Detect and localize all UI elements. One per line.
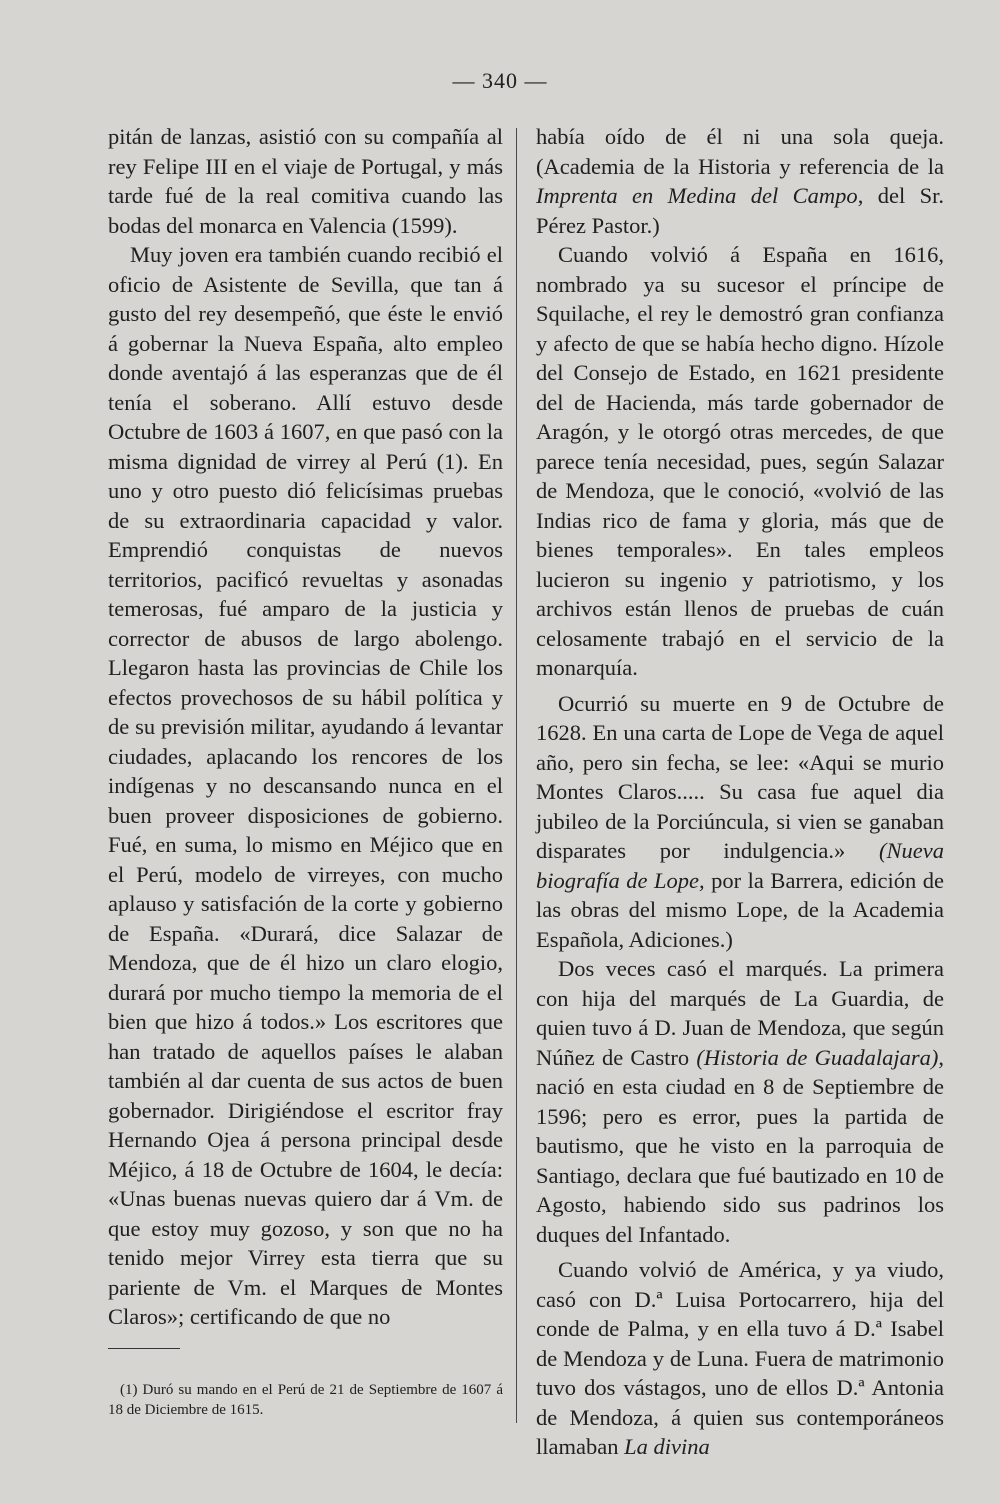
text-run: , del Sr. Pérez Pastor.): [536, 183, 944, 238]
footnote: (1) Duró su mando en el Perú de 21 de Septiembre de 1607 á 18 de Diciembre de 1615.: [108, 1382, 503, 1418]
text-run: Cuando volvió de América, y ya viudo, casó con D.ª Luisa Portocarrero, hija del conde de Palma, y en ella tuvo á D.ª Isabel de Mendoza y de Luna. Fuera de matrimonio tuvo dos vástagos, uno de ellos D.ª Antonia de Mendoza, á quien sus contemporáneos llamaban: [536, 1257, 944, 1459]
right-column: [536, 122, 944, 1462]
text-run: Dos veces casó el marqués. La primera con hija del marqués de La Guardia, de quien tuvo á D. Juan de Mendoza, que según Núñez de Castro: [536, 956, 944, 1070]
paragraph: [536, 122, 944, 240]
italic-title: (Historia de Guadalajara): [696, 1044, 939, 1070]
footnote-rule: [108, 1348, 180, 1349]
text-run: por la Barrera, edición de las obras del mismo Lope, de la Academia Española, Adiciones.): [536, 867, 944, 952]
paragraph: Muy joven era también cuando recibió el oficio de Asistente de Sevilla, que tan á gusto del rey desempeñó, que éste le envió á gobernar la Nueva España, alto empleo donde aventajó á las esperanzas que de él tenía el soberano. Allí estuvo desde Octubre de 1603 á 1607, en que pasó con la misma dignidad de virrey al Perú (1). En uno y otro puesto dió felicísimas pruebas de su extraordinaria capacidad y valor. Emprendió conquistas de nuevos territorios, pacificó revueltas y asonadas temerosas, fué amparo de la justicia y corrector de abusos de largo abolengo. Llegaron hasta las provincias de Chile los efectos provechosos de su hábil política y de su previsión militar, ayudando á levantar ciudades, aplacando los rencores de los indígenas y no descansando nunca en el buen proveer disposiciones de gobierno. Fué, en suma, lo mismo en Méjico que en el Perú, modelo de virreyes, con mucho aplauso y satisfación de la corte y gobierno de España. «Durará, dice Salazar de Mendoza, que de él hizo un claro elogio, durará por mucho tiempo la memoria de el bien que hizo á todos.» Los escritores que han tratado de aquellos países le alaban también al dar cuenta de sus actos de buen gobernador. Dirigiéndose el escritor fray Hernando Ojea á persona principal desde Méjico, á 18 de Octubre de 1604, le decía: «Unas buenas nuevas quiero dar á Vm. de que estoy muy gozoso, y son que no ha tenido mejor Virrey esta tierra que su pariente de Vm. el Marques de Montes Claros»; certificando de que no: [108, 242, 503, 1329]
paragraph: Cuando volvió á España en 1616, nombrado ya su sucesor el príncipe de Squilache, el rey le demostró gran confianza y afecto de que se había hecho digno. Hízole del Consejo de Estado, en 1621 presidente del de Hacienda, más tarde gobernador de Aragón, y le otorgó otras mercedes, de que parece tenía necesidad, pues, según Salazar de Mendoza, que le conoció, «volvió de las Indias rico de fama y gloria, más que de bienes temporales». En tales empleos lucieron su ingenio y patriotismo, y los archivos están llenos de pruebas de cuán celosamente trabajó en el servicio de la monarquía.: [536, 242, 944, 680]
column-divider: [516, 128, 517, 1423]
italic-title: Imprenta en Medina del Campo: [536, 183, 858, 208]
paragraph: [536, 689, 944, 955]
left-column: [108, 122, 503, 1332]
paragraph: pitán de lanzas, asistió con su compañía al rey Felipe III en el viaje de Portugal, y más tarde fué de la real comitiva cuando las bodas del monarca en Valencia (1599).: [108, 124, 503, 238]
italic-title: (Nueva biografía de Lope,: [536, 838, 944, 893]
text-run: , nació en esta ciudad en 8 de Septiembre de 1596; pero es error, pues la partida de bautismo, que he visto en la parroquia de Santiago, declara que fué bautizado en 10 de Agosto, habiendo sido sus padrinos los duques del Infantado.: [536, 1044, 944, 1247]
text-run: Ocurrió su muerte en 9 de Octubre de 1628. En una carta de Lope de Vega de aquel año, pero sin fecha, se lee: «Aqui se murio Montes Claros..... Su casa fue aquel dia jubileo de la Porciúncula, si vien se ganaban disparates por indulgencia.»: [536, 690, 944, 863]
paragraph: [536, 954, 944, 1249]
page-number: — 340 —: [452, 68, 548, 93]
italic-title: La divina: [624, 1434, 710, 1459]
text-run: había oído de él ni una sola queja. (Academia de la Historia y referencia de la: [536, 124, 944, 179]
paragraph: [536, 1255, 944, 1462]
